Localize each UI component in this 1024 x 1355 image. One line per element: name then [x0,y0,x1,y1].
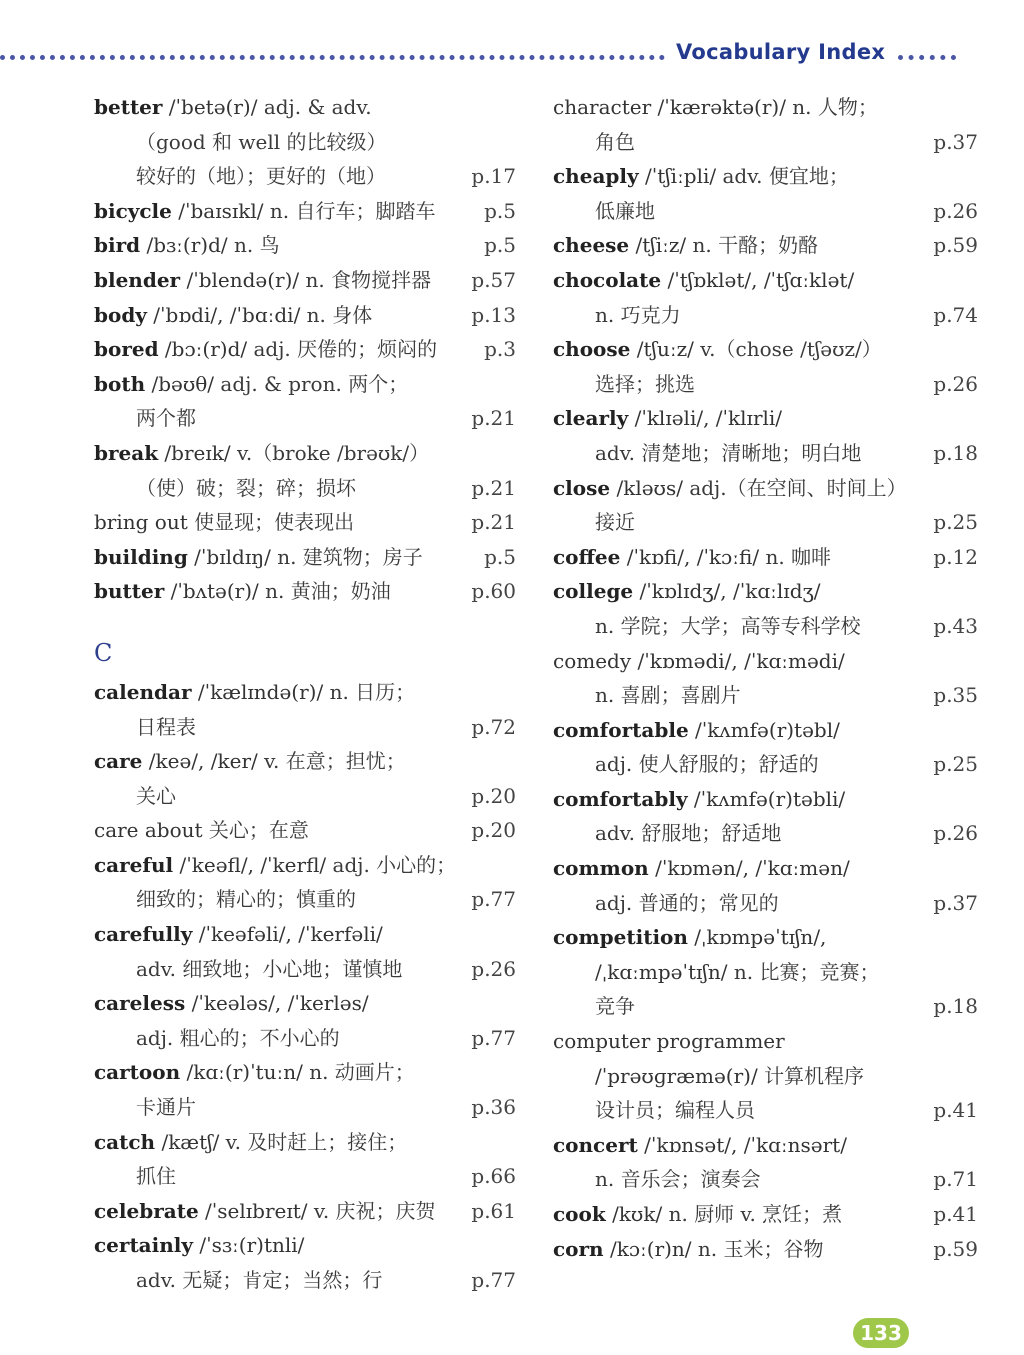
page-reference: p.77 [471,887,516,912]
index-entry [94,1125,524,1194]
entry-line [553,1232,983,1267]
phonetic: /ˈkɒnsət/, /ˈkɑːnsərt/ [637,1132,847,1157]
headword: clearly [553,406,629,431]
definition: adv. 细致地；小心地；谨慎地 [136,956,403,981]
entry-line [94,90,524,125]
definition: 抓住 [136,1164,176,1189]
definition: adj. 小心的； [332,852,457,877]
headword: celebrate [94,1198,199,1223]
definition: 角色 [595,129,635,154]
phonetic: /ˈklɪəli/, /ˈklɪrli/ [628,406,783,431]
definition: n. 鸟 [234,233,280,258]
index-entry [94,675,524,744]
definition: n. 音乐会；演奏会 [595,1167,761,1192]
index-entry [94,813,524,848]
definition: 选择；挑选 [595,371,695,396]
page-reference: p.26 [471,956,516,981]
entry-line [94,1159,524,1194]
headword: better [94,95,163,119]
definition: v. 庆祝；庆贺 [313,1198,436,1223]
definition: v.（broke /brəʊk/） [236,440,430,465]
entry-line [553,747,983,782]
phonetic: bring out [94,510,188,535]
section-title: Vocabulary Index [676,40,886,64]
definition: n. 食物搅拌器 [305,267,432,292]
entry-line [553,367,983,402]
definition: n. 巧克力 [595,302,681,327]
definition: n. 喜剧；喜剧片 [595,683,741,708]
phonetic: /ˈkeəfəli/, /ˈkerfəli/ [192,922,383,947]
page-reference: p.77 [471,1025,516,1050]
page-reference: p.25 [933,510,978,535]
definition: adj. & pron. 两个； [220,371,409,396]
index-entry [553,920,983,1024]
entry-line [94,471,524,506]
page-reference: p.5 [484,544,516,569]
definition: adv. 舒服地；舒适地 [595,821,782,846]
definition: 细致的；精心的；慎重的 [136,887,356,912]
entry-line [553,955,983,990]
page-reference: p.18 [933,994,978,1019]
headword: break [94,440,159,465]
phonetic: /ˈkɒmən/, /ˈkɑːmən/ [648,856,850,881]
entry-line [553,401,983,436]
page-reference: p.37 [933,129,978,154]
definition: 较好的（地）；更好的（地） [136,164,386,189]
phonetic: /ˈtʃɒklət/, /ˈtʃɑːklət/ [661,267,855,292]
entry-line [553,1093,983,1128]
index-entry [553,159,983,228]
definition: n. 玉米；谷物 [697,1236,824,1261]
phonetic: /ˈbetə(r)/ [162,95,264,119]
entry-line [553,125,983,160]
page-reference: p.43 [933,613,978,638]
entry-line [553,263,983,298]
definition: 卡通片 [136,1095,196,1120]
index-entry [94,332,524,367]
headword: both [94,371,146,396]
definition: adj. 粗心的；不小心的 [136,1025,340,1050]
phonetic: /bɜː(r)d/ [140,233,234,258]
page-reference: p.37 [933,890,978,915]
entry-line [553,1197,983,1232]
phonetic: /ˈbaɪsɪkl/ [171,198,270,223]
entry-line [94,813,524,848]
index-entry [94,505,524,540]
entry-line [553,713,983,748]
page-reference: p.5 [484,198,516,223]
index-entry [553,644,983,713]
entry-line [94,952,524,987]
entry-line [94,574,524,609]
index-entry [94,540,524,575]
entry-line [553,609,983,644]
page-reference: p.71 [933,1167,978,1192]
page-reference: p.21 [471,475,516,500]
index-entry [94,986,524,1055]
definition: adv. 清楚地；清晰地；明白地 [595,440,862,465]
entry-line [94,159,524,194]
index-entry [553,713,983,782]
headword: bored [94,337,159,362]
page-reference: p.17 [471,164,516,189]
page-reference: p.12 [933,544,978,569]
entry-line [553,194,983,229]
entry-line [553,574,983,609]
headword: comfortably [553,786,688,811]
index-entry [553,540,983,575]
definition: adj. 普通的；常见的 [595,890,779,915]
definition: （使）破；裂；碎；损坏 [136,475,356,500]
page-reference: p.59 [933,1236,978,1261]
phonetic: comedy /ˈkɒmədi/, /ˈkɑːmədi/ [553,648,845,673]
entry-line [553,159,983,194]
index-entry [553,851,983,920]
phonetic: /ˈtʃiːpli/ [638,164,723,189]
page-reference: p.60 [471,579,516,604]
page-reference: p.59 [933,233,978,258]
entry-line [94,505,524,540]
entry-line [94,125,524,160]
phonetic: /ˌkɒmpəˈtɪʃn/, [687,925,827,950]
definition: n. 身体 [306,302,373,327]
page-reference: p.20 [471,818,516,843]
headword: building [94,544,188,569]
index-entry [553,574,983,643]
entry-line [94,228,524,263]
headword: bicycle [94,198,172,223]
headword: blender [94,267,181,292]
definition: n. 学院；大学；高等专科学校 [595,613,861,638]
definition: 两个都 [136,406,196,431]
entry-line [553,920,983,955]
phonetic: /ˈbɒdi/, /ˈbɑːdi/ [146,302,307,327]
entry-line [94,986,524,1021]
index-entry [553,1197,983,1232]
definition: 关心；在意 [202,818,309,843]
page-reference: p.3 [484,337,516,362]
headword: body [94,302,147,327]
index-entry [94,1055,524,1124]
page-number-badge: 133 [853,1318,909,1348]
entry-line [94,1228,524,1263]
definition: 日程表 [136,714,196,739]
entry-line [94,540,524,575]
entry-line [94,1194,524,1229]
entry-line [94,710,524,745]
phonetic: /tʃuːz/ [630,337,701,362]
phonetic: /ˈkeələs/, /ˈkerləs/ [185,991,369,1016]
index-entry [94,1228,524,1297]
phonetic: /kʊk/ [605,1202,669,1226]
headword: chocolate [553,267,662,292]
phonetic: /tʃiːz/ [629,233,693,258]
index-entry [94,298,524,333]
headword: calendar [94,679,192,704]
entry-line [94,1263,524,1298]
page-reference: p.74 [933,302,978,327]
phonetic: /ˈkʌmfə(r)təbli/ [687,786,846,811]
index-entry [553,471,983,540]
definition: adv. 便宜地； [722,164,849,189]
phonetic: /ˈbʌtə(r)/ [164,579,266,604]
index-entry [553,90,983,159]
definition: v. 及时赶上；接住； [225,1129,408,1154]
index-entry [553,1024,983,1128]
page-reference: p.21 [471,406,516,431]
index-entry [94,194,524,229]
entry-line [553,1162,983,1197]
page-reference: p.13 [471,302,516,327]
entry-line [553,989,983,1024]
letter-heading: C [94,638,113,667]
definition: adj. & adv. [263,95,372,119]
index-column-right [553,90,983,1266]
index-entry [94,436,524,505]
index-entry [94,848,524,917]
definition: v. 在意；担忧； [264,749,406,774]
definition: adj. 厌倦的；烦闷的 [253,337,438,362]
entry-line [553,90,983,125]
page-reference: p.26 [933,371,978,396]
entry-line [553,540,983,575]
entry-line [553,1024,983,1059]
index-entry [553,228,983,263]
definition: adj.（在空间、时间上） [689,475,907,500]
entry-line [553,332,983,367]
entry-line [94,1090,524,1125]
headword: corn [553,1236,604,1261]
phonetic: /ˈselɪbreɪt/ [198,1198,314,1223]
phonetic: /kɑː(r)ˈtuːn/ [180,1060,310,1085]
entry-line [94,1125,524,1160]
headword: careless [94,991,186,1016]
entry-line [553,1059,983,1094]
page-reference: p.26 [933,821,978,846]
definition: n. 自行车；脚踏车 [269,198,436,223]
entry-line [94,263,524,298]
phonetic: /ˈkɒfi/, /ˈkɔːfi/ [620,544,766,569]
definition: n. 人物； [792,95,878,119]
index-entry [94,90,524,194]
page-reference: p.72 [471,714,516,739]
page-reference: p.57 [471,267,516,292]
definition: 计算机程序 [764,1063,865,1088]
definition: adv. 无疑；肯定；当然；行 [136,1268,383,1292]
index-entry [553,263,983,332]
index-entry [553,782,983,851]
phonetic: /kləʊs/ [610,475,690,500]
headword: common [553,856,649,881]
index-entry [94,228,524,263]
entry-line [94,1021,524,1056]
page-reference: p.66 [471,1164,516,1189]
entry-line [94,882,524,917]
page-reference: p.18 [933,440,978,465]
entry-line [553,851,983,886]
entry-line [94,194,524,229]
entry-line [553,436,983,471]
page-reference: p.41 [933,1202,978,1226]
phonetic: /ˈsɜː(r)tnli/ [193,1233,305,1258]
entry-line [94,917,524,952]
definition: 低廉地 [595,198,655,223]
phonetic: character /ˈkærəktə(r)/ [553,95,793,119]
phonetic: care about [94,818,203,843]
phonetic: /keə/, /ker/ [142,749,265,774]
phonetic: /ˈkeəfl/, /ˈkerfl/ [173,852,333,877]
index-entry [94,574,524,609]
phonetic: /breɪk/ [158,440,237,465]
phonetic: /ˈprəʊɡræmə(r)/ [595,1063,765,1088]
definition: n. 厨师 v. 烹饪；煮 [668,1202,843,1226]
headword: carefully [94,922,193,947]
headword: careful [94,852,174,877]
headword: cheese [553,233,630,258]
phonetic: /ˈbɪldɪŋ/ [187,544,278,569]
phonetic: /ˈblendə(r)/ [180,267,306,292]
entry-line [94,744,524,779]
phonetic: /bəʊθ/ [145,371,221,396]
phonetic: /kætʃ/ [155,1129,226,1154]
definition: 设计员；编程人员 [595,1098,755,1123]
entry-line [553,782,983,817]
headword: cartoon [94,1060,181,1085]
page-reference: p.5 [484,233,516,258]
entry-line [553,505,983,540]
definition: n. 建筑物；房子 [277,544,423,569]
definition: 使显现；使表现出 [187,510,355,535]
definition: 关心 [136,783,176,808]
headword: choose [553,337,631,362]
page-header [0,38,1024,74]
entry-line [94,367,524,402]
definition: n. 比赛；竞赛； [733,959,880,984]
phonetic: /ˈkælɪndə(r)/ [191,679,330,704]
page-reference: p.26 [933,198,978,223]
page-reference: p.25 [933,752,978,777]
headword: concert [553,1132,638,1157]
header-dotted-rule-right [898,55,956,60]
phonetic: computer programmer [553,1029,785,1054]
definition: n. 咖啡 [765,544,832,569]
page-reference: p.21 [471,510,516,535]
headword: close [553,475,611,500]
headword: bird [94,233,141,258]
phonetic: /ˈkɒlɪdʒ/, /ˈkɑːlɪdʒ/ [633,579,821,604]
definition: （good 和 well 的比较级） [136,129,387,154]
headword: cook [553,1202,606,1226]
index-entry [553,1128,983,1197]
headword: cheaply [553,164,639,189]
page-reference: p.36 [471,1095,516,1120]
definition: 竞争 [595,994,635,1019]
headword: coffee [553,544,621,569]
page-reference: p.77 [471,1268,516,1292]
entry-line [94,675,524,710]
entry-line [94,1055,524,1090]
entry-line [94,779,524,814]
index-entry [553,1232,983,1267]
phonetic: /ˈkʌmfə(r)təbl/ [688,717,840,742]
page-reference: p.35 [933,683,978,708]
phonetic: /kɔː(r)n/ [603,1236,698,1261]
entry-line [94,848,524,883]
index-entry [94,263,524,298]
index-entry [553,332,983,401]
entry-line [553,886,983,921]
entry-line [94,332,524,367]
entry-line [553,471,983,506]
page-reference: p.41 [933,1098,978,1123]
headword: butter [94,579,165,604]
index-entry [94,367,524,436]
index-entry [94,744,524,813]
index-entry [94,1194,524,1229]
page-reference: p.61 [471,1198,516,1223]
header-dotted-rule-left [0,55,665,60]
entry-line [94,298,524,333]
definition: n. 日历； [329,679,416,704]
definition: 接近 [595,510,635,535]
entry-line [553,816,983,851]
definition: n. 动画片； [309,1060,415,1085]
headword: comfortable [553,717,689,742]
headword: catch [94,1129,156,1154]
index-column-left [94,90,524,1298]
entry-line [553,228,983,263]
headword: certainly [94,1233,193,1258]
entry-line [553,298,983,333]
headword: care [94,749,143,774]
index-entry [553,401,983,470]
entry-line [553,678,983,713]
entry-line [94,401,524,436]
entry-line [553,1128,983,1163]
index-entry [94,917,524,986]
page-reference: p.20 [471,783,516,808]
phonetic: /bɔː(r)d/ [158,337,254,362]
entry-line [94,436,524,471]
definition: v.（chose /tʃəʊz/） [700,337,882,362]
definition: n. 黄油；奶油 [265,579,391,604]
definition: n. 干酪；奶酪 [692,233,819,258]
entry-line [553,644,983,679]
phonetic: /ˌkɑːmpəˈtɪʃn/ [595,959,734,984]
headword: college [553,579,634,604]
headword: competition [553,925,688,950]
definition: adj. 使人舒服的；舒适的 [595,752,819,777]
